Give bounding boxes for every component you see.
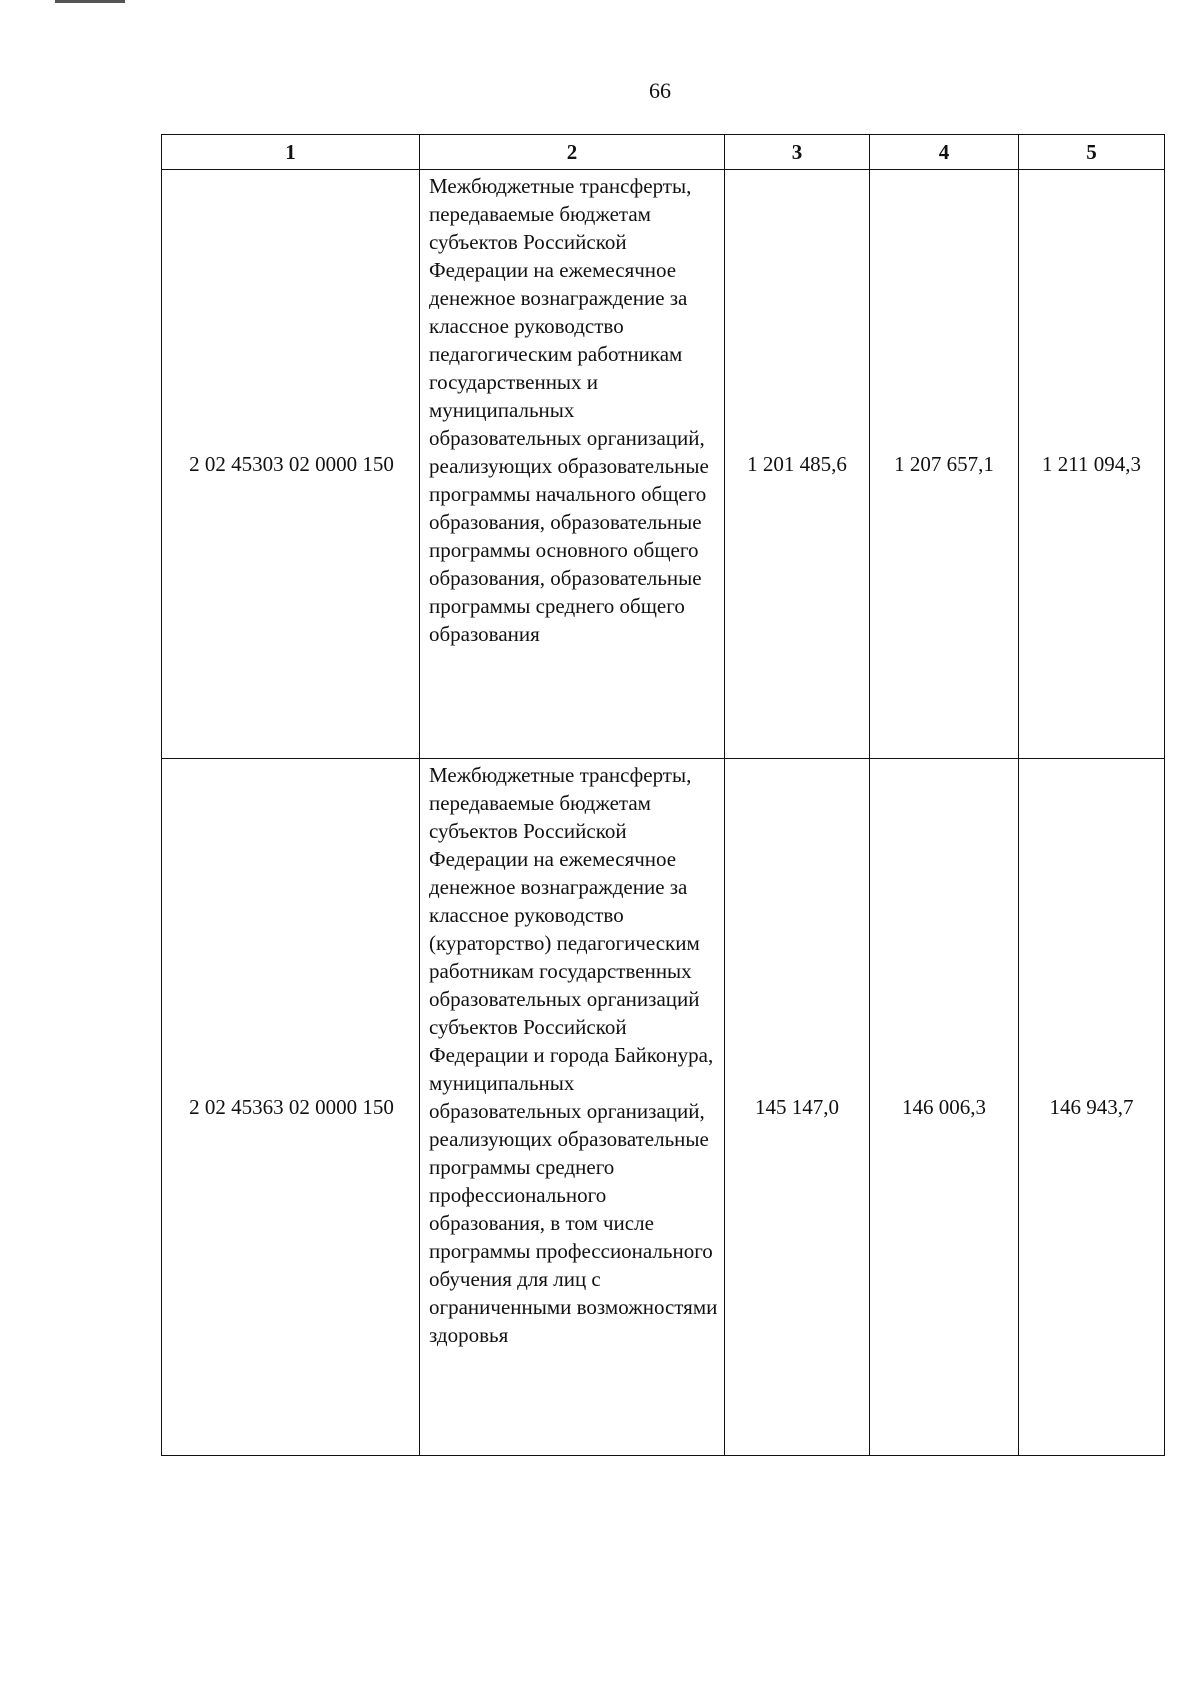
column-header-2: 2 <box>420 135 725 170</box>
value-col5-cell: 146 943,7 <box>1019 759 1165 1456</box>
budget-table <box>161 134 1165 1456</box>
page-number: 66 <box>649 78 671 103</box>
value-col5-cell: 1 211 094,3 <box>1019 170 1165 759</box>
value-col3-cell: 145 147,0 <box>725 759 870 1456</box>
scan-edge-mark <box>55 0 125 3</box>
value-col4-cell: 146 006,3 <box>870 759 1019 1456</box>
value-col4-cell: 1 207 657,1 <box>870 170 1019 759</box>
column-header-1: 1 <box>162 135 420 170</box>
column-header-4: 4 <box>870 135 1019 170</box>
value-col3-cell: 1 201 485,6 <box>725 170 870 759</box>
table-row <box>162 759 1165 1456</box>
column-header-3: 3 <box>725 135 870 170</box>
description-cell: Межбюджетные трансферты, передаваемые бюджетам субъектов Российской Федерации на ежемесячное денежное вознаграждение за классное руководство (кураторство) педагогическим работникам государственных образовательных организаций субъектов Российской Федерации и города Байконура, муниципальных образовательных организаций, реализующих образовательные программы среднего профессионального образования, в том числе программы профессионального обучения для лиц с ограниченными возможностями здоровья <box>420 759 725 1456</box>
column-header-5: 5 <box>1019 135 1165 170</box>
budget-code-cell: 2 02 45303 02 0000 150 <box>162 170 420 759</box>
budget-code-cell: 2 02 45363 02 0000 150 <box>162 759 420 1456</box>
description-cell: Межбюджетные трансферты, передаваемые бюджетам субъектов Российской Федерации на ежемесячное денежное вознаграждение за классное руководство педагогическим работникам государственных и муниципальных образовательных организаций, реализующих образовательные программы начального общего образования, образовательные программы основного общего образования, образовательные программы среднего общего образования <box>420 170 725 759</box>
table-row <box>162 170 1165 759</box>
table-header-row <box>162 135 1165 170</box>
